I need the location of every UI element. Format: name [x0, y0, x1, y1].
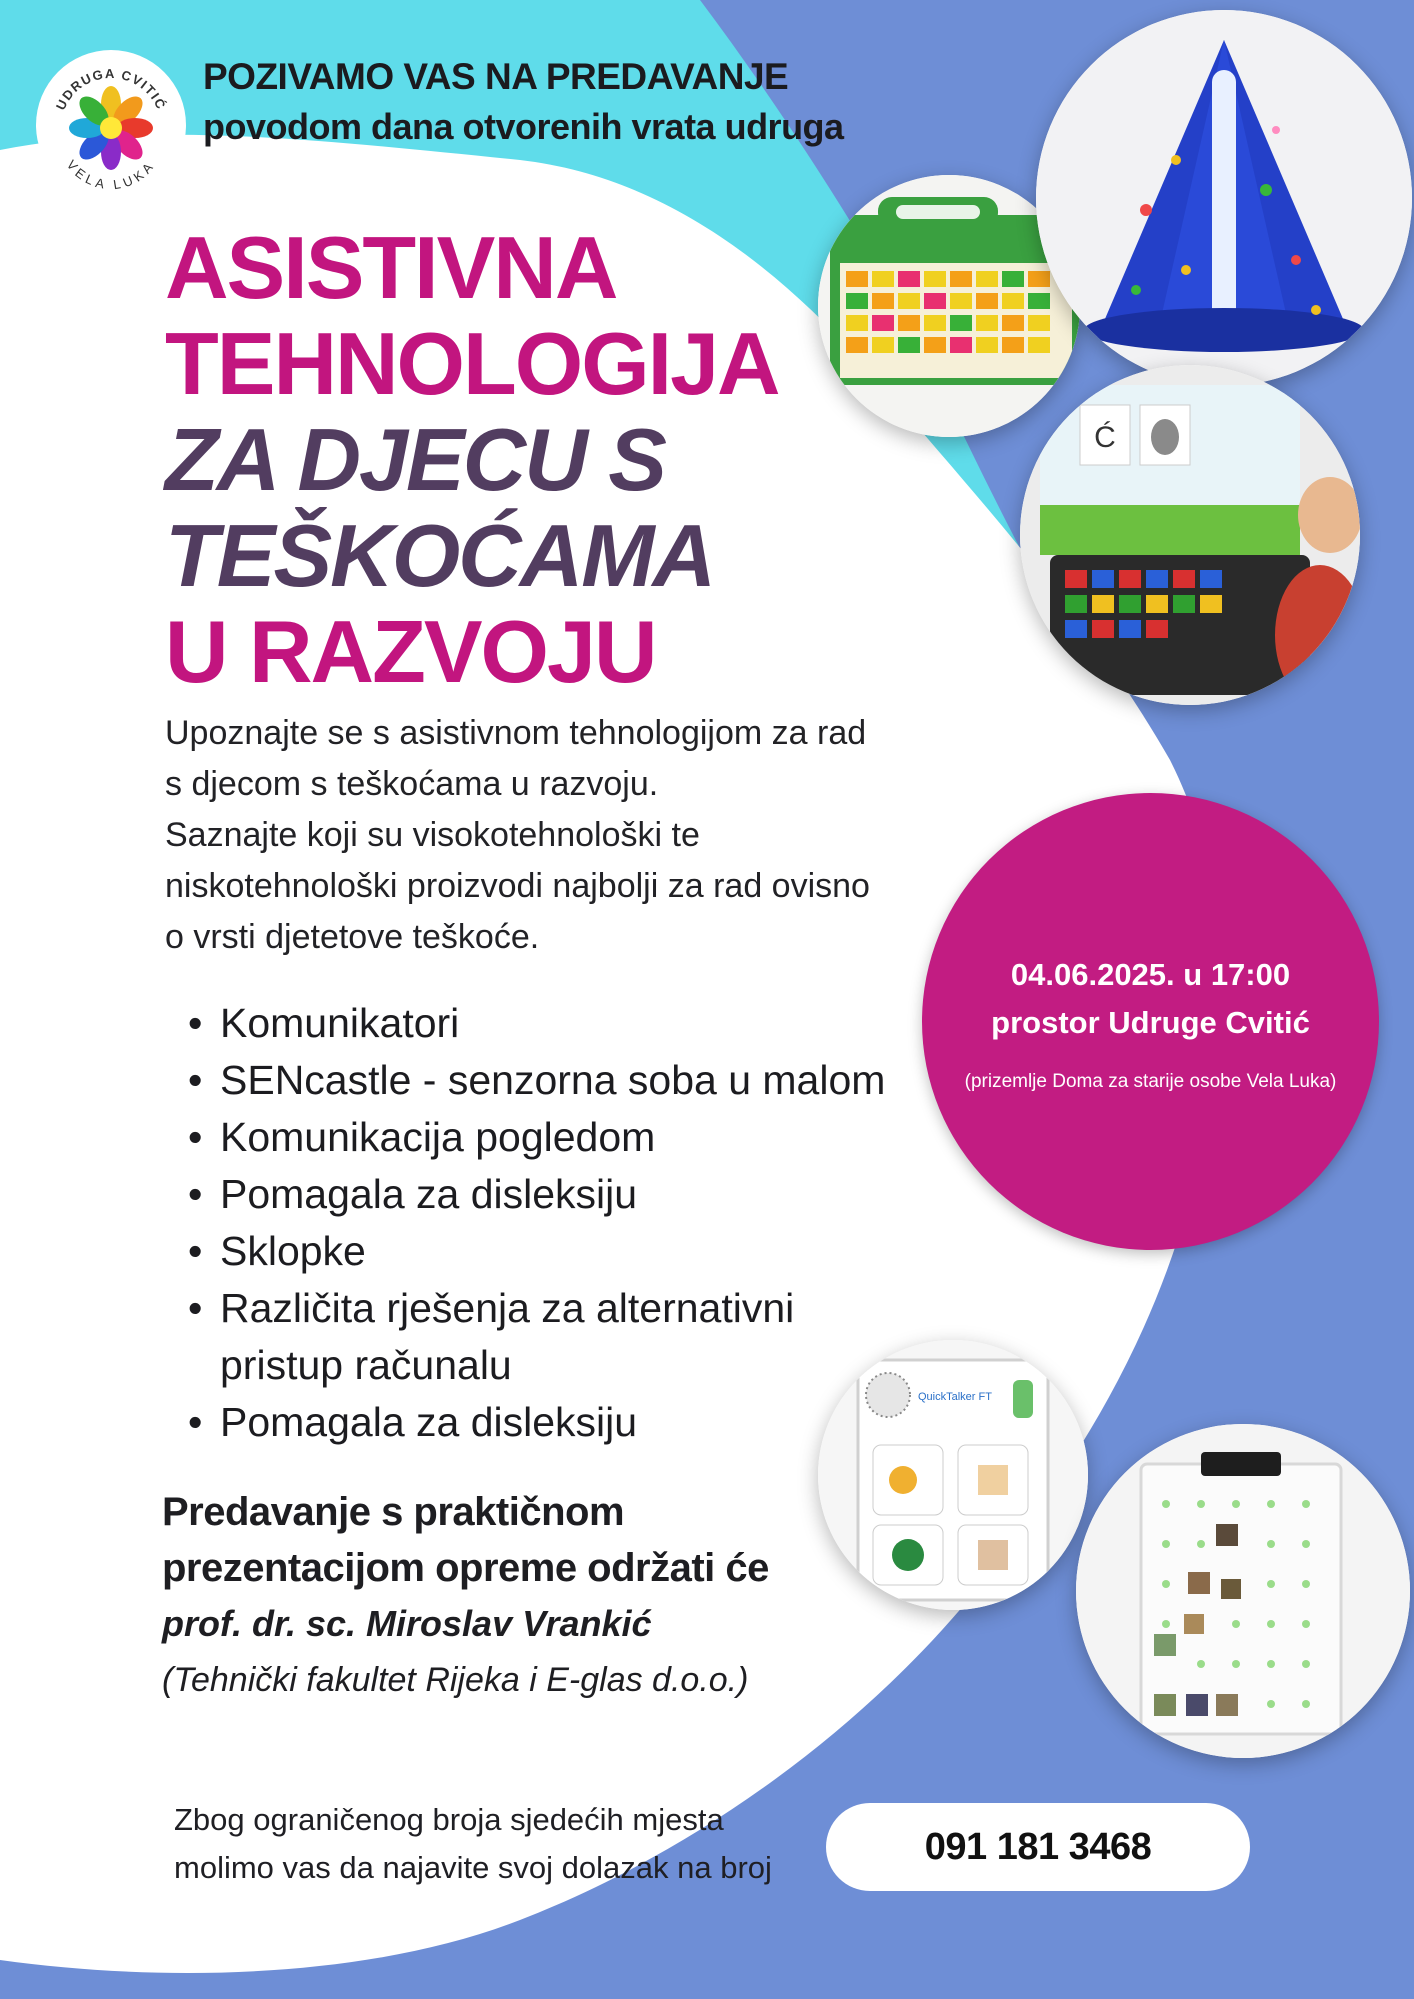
- feature-item: • SENcastle - senzorna soba u malom: [180, 1052, 885, 1109]
- invite-line-1: POZIVAMO VAS NA PREDAVANJE: [203, 56, 789, 97]
- intro-line: niskotehnološki proizvodi najbolji za rad ovisno: [165, 867, 870, 905]
- photo-picture-board: [1076, 1424, 1410, 1758]
- title-line-3: ZA DJECU S: [165, 410, 665, 509]
- logo-bottom-text: VELA LUKA: [63, 157, 159, 193]
- feature-item: • Komunikacija pogledom: [180, 1109, 885, 1166]
- intro-line: Upoznajte se s asistivnom tehnologijom za rad: [165, 714, 867, 752]
- intro-line: Saznajte koji su visokotehnološki te: [165, 816, 700, 854]
- event-details-circle: [922, 793, 1379, 1250]
- title-line-1: ASISTIVNA: [165, 218, 617, 317]
- feature-item: • Pomagala za disleksiju: [180, 1166, 885, 1223]
- phone-number-pill: [826, 1803, 1250, 1891]
- title-line-2: TEHNOLOGIJA: [165, 314, 779, 413]
- flower-logo-icon: [36, 50, 186, 200]
- rsvp-note: [174, 1796, 772, 1892]
- lecture-info: [162, 1484, 769, 1708]
- photo-quicktalker-device: [818, 1340, 1088, 1610]
- event-datetime: 04.06.2025. u 17:00: [1010, 956, 1291, 992]
- title-line-4: TEŠKOĆAMA: [165, 506, 715, 605]
- event-place: prostor Udruge Cvitić: [991, 1004, 1310, 1040]
- feature-item: • Različita rješenja za alternativni: [180, 1280, 885, 1337]
- logo-top-text: UDRUGA CVITIĆ: [52, 65, 170, 113]
- feature-item: • Sklopke: [180, 1223, 885, 1280]
- invite-line-2: povodom dana otvorenih vrata udruga: [203, 106, 844, 147]
- phone-number: 091 181 3468: [924, 1825, 1152, 1868]
- intro-paragraph: [165, 708, 905, 963]
- lecture-line-1: Predavanje s praktičnom: [162, 1490, 625, 1534]
- feature-item: • Komunikatori: [180, 995, 885, 1052]
- intro-line: o vrsti djetetove teškoće.: [165, 918, 540, 956]
- rsvp-line-1: Zbog ograničenog broja sjedećih mjesta: [174, 1802, 724, 1837]
- title-line-5: U RAZVOJU: [165, 602, 656, 701]
- svg-text:Ć: Ć: [1094, 421, 1116, 454]
- event-place-detail: (prizemlje Doma za starije osobe Vela Luka): [964, 1070, 1337, 1092]
- lecturer-affiliation: (Tehnički fakultet Rijeka i E-glas d.o.o.): [162, 1661, 749, 1699]
- intro-line: s djecom s teškoćama u razvoju.: [165, 765, 659, 803]
- lecturer-name: prof. dr. sc. Miroslav Vrankić: [162, 1603, 652, 1644]
- lecture-line-2: prezentacijom opreme održati će: [162, 1546, 769, 1590]
- device-label: QuickTalker FT: [918, 1391, 992, 1403]
- invitation-header: [203, 52, 844, 152]
- photo-accessible-keyboard: [1020, 365, 1360, 705]
- udruga-cvitic-logo: [36, 50, 186, 200]
- feature-item-continuation: pristup računalu: [220, 1342, 512, 1388]
- feature-list: [180, 995, 885, 1451]
- photo-sensory-tent: [1036, 10, 1412, 386]
- feature-item: • Pomagala za disleksiju: [180, 1394, 885, 1451]
- poster-title: [165, 220, 779, 700]
- rsvp-line-2: molimo vas da najavite svoj dolazak na broj: [174, 1850, 772, 1885]
